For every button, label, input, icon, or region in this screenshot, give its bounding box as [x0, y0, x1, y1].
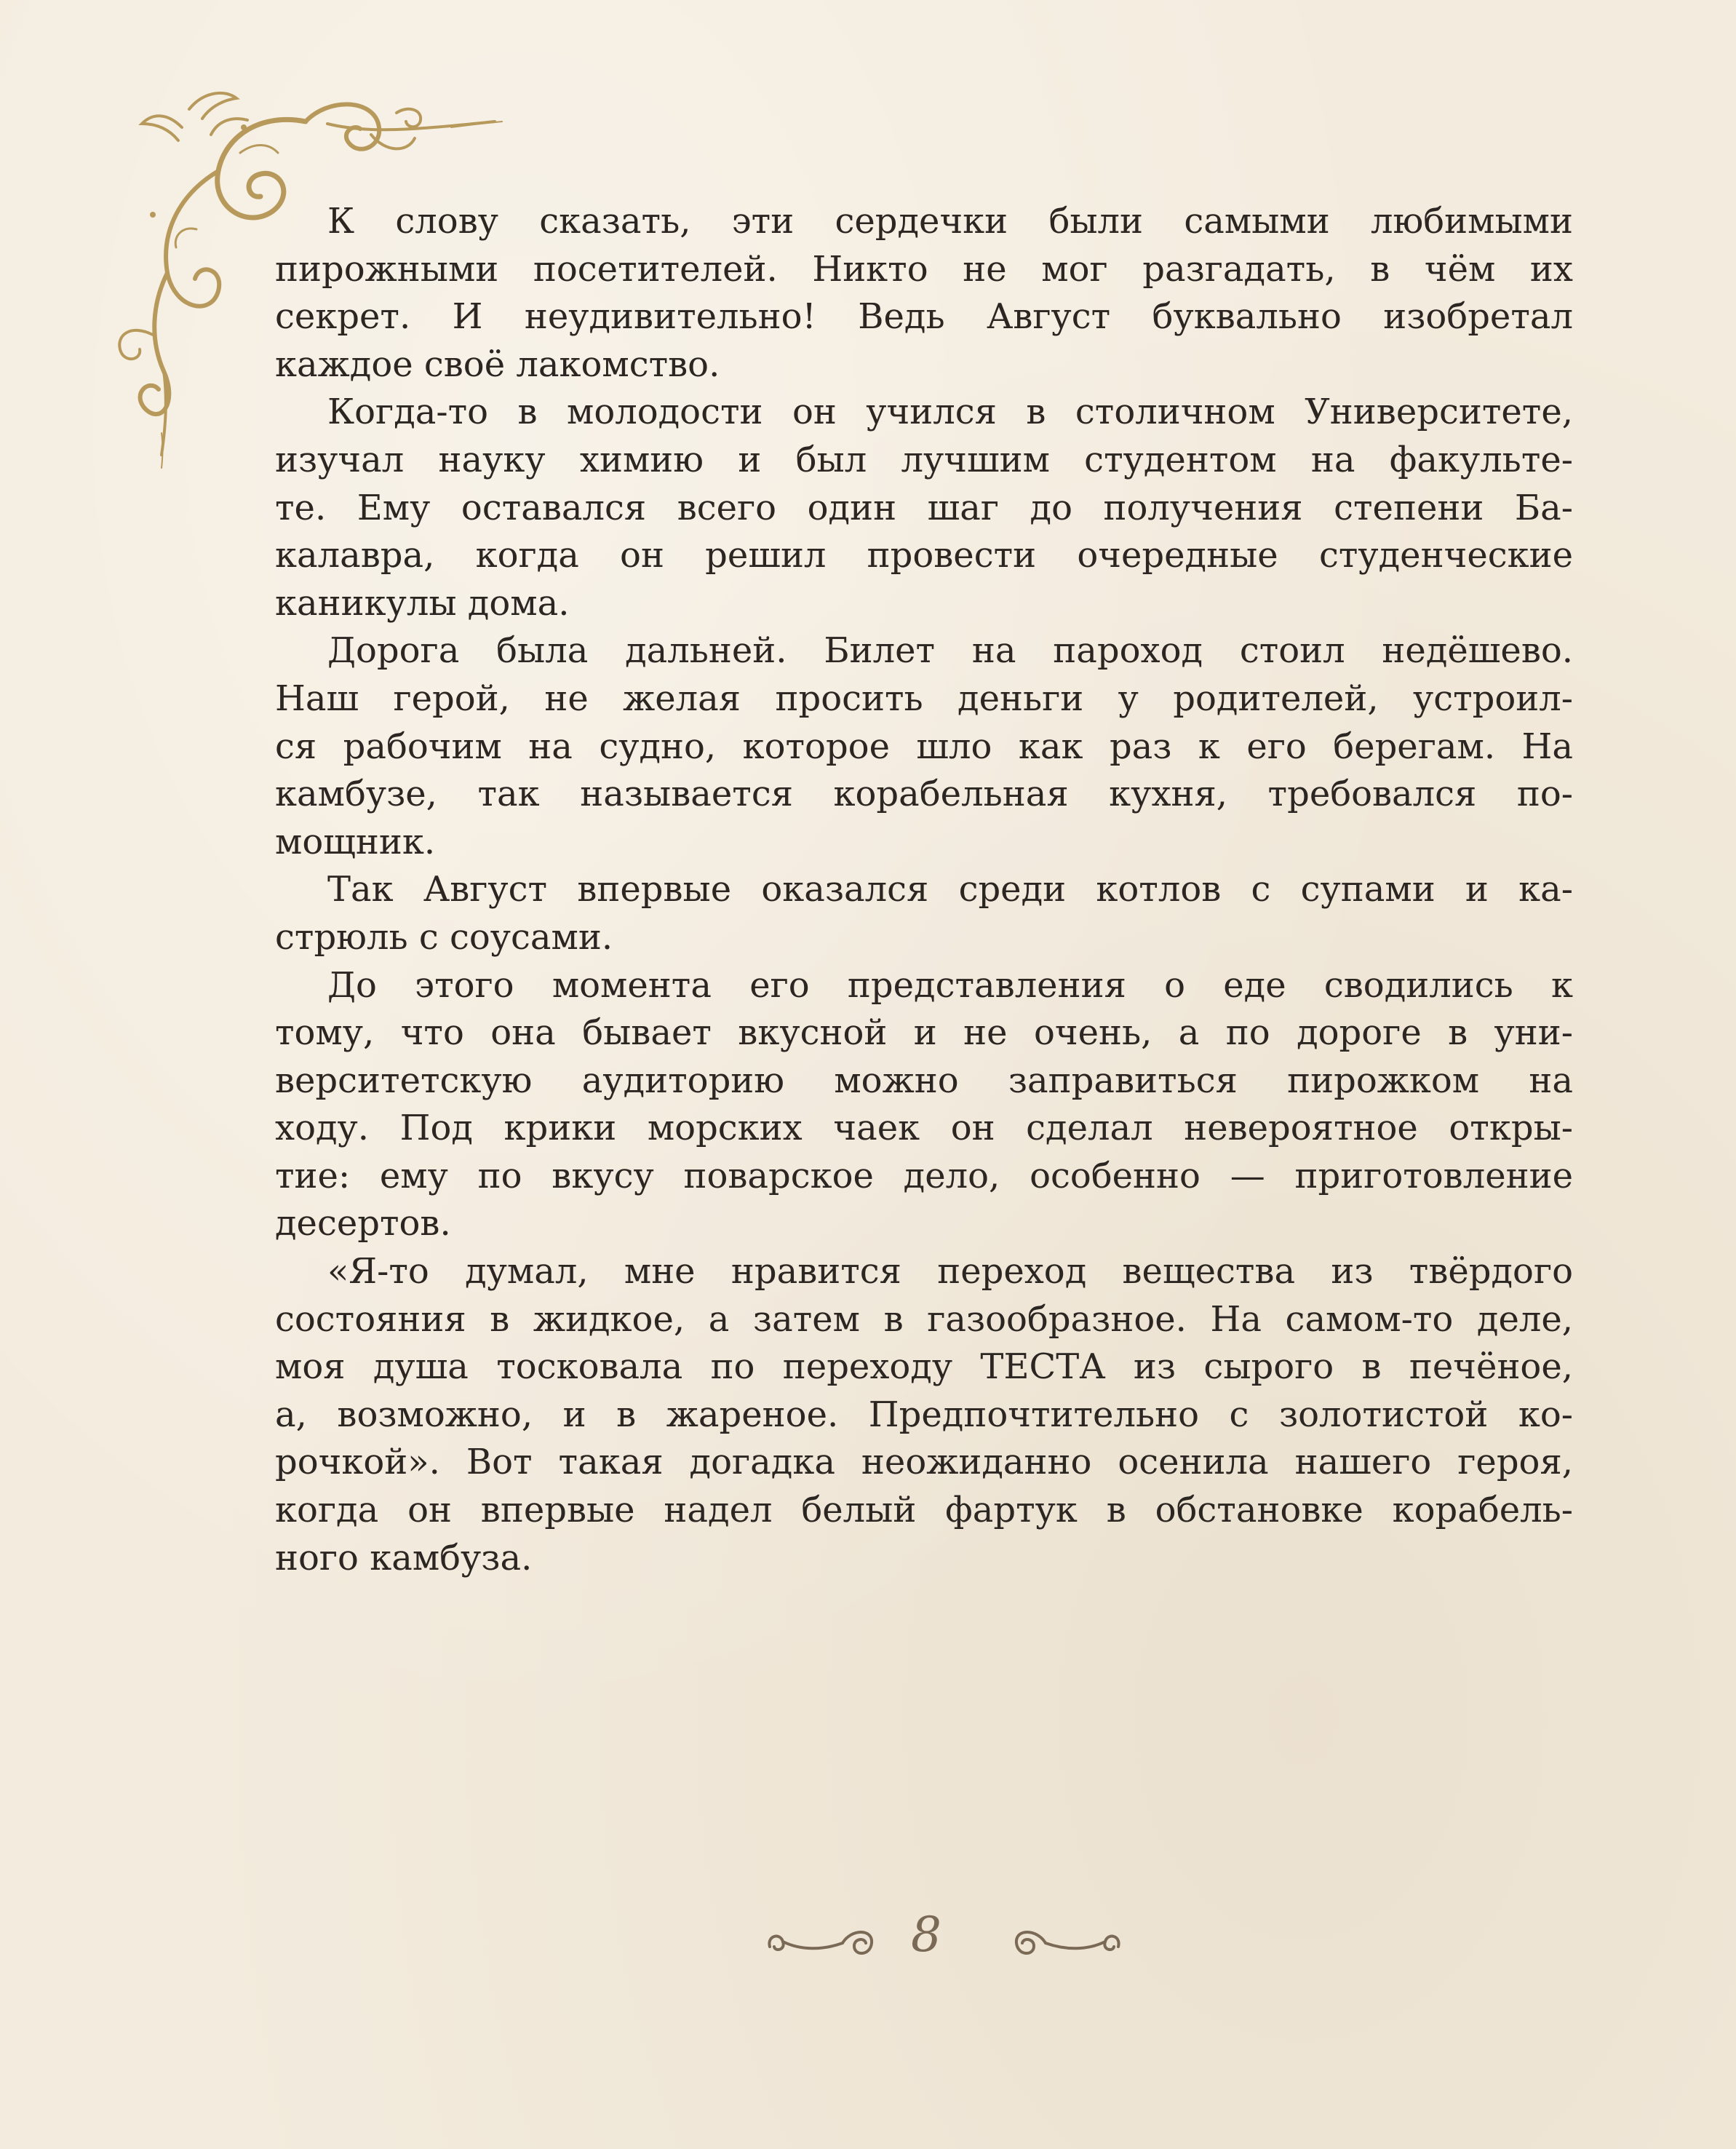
text-line: ся рабочим на судно, которое шло как раз к его берегам. На: [275, 726, 1573, 767]
text-line: когда он впервые надел белый фартук в обстановке корабель-: [275, 1490, 1573, 1531]
scroll-flourish-icon: [764, 1907, 880, 1979]
text-line: верситетскую аудиторию можно заправиться пирожком на: [275, 1060, 1573, 1101]
body-text: [275, 198, 1573, 1582]
text-line: рочкой». Вот такая догадка неожиданно осенила нашего героя,: [275, 1442, 1573, 1483]
scroll-flourish-icon: [1008, 1907, 1124, 1979]
paragraph: [275, 198, 1573, 389]
text-line: ходу. Под крики морских чаек он сделал невероятное откры-: [275, 1108, 1573, 1149]
text-line: Когда-то в молодости он учился в столичном Университете,: [327, 392, 1573, 433]
text-line: те. Ему оставался всего один шаг до получения степени Ба-: [275, 487, 1573, 528]
text-line: каждое своё лакомство.: [275, 343, 720, 385]
page-footer: [0, 1907, 1736, 1987]
text-line: изучал науку химию и был лучшим студентом на факульте-: [275, 439, 1573, 480]
paragraph: [275, 962, 1573, 1249]
text-line: а, возможно, и в жареное. Предпочтительно с золотистой ко-: [275, 1394, 1573, 1435]
text-line: тие: ему по вкусу поварское дело, особенно — приготовление: [275, 1155, 1573, 1196]
text-line: мощник.: [275, 821, 436, 862]
page-number: 8: [911, 1907, 941, 1963]
text-line: состояния в жидкое, а затем в газообразное. На самом-то деле,: [275, 1298, 1573, 1340]
text-line: Дорога была дальней. Билет на пароход стоил недёшево.: [327, 630, 1573, 672]
text-line: стрюль с соусами.: [275, 916, 613, 958]
paragraph: [275, 866, 1573, 961]
text-line: камбузе, так называется корабельная кухня, требовался по-: [275, 774, 1573, 815]
text-line: каникулы дома.: [275, 582, 570, 624]
text-line: тому, что она бывает вкусной и не очень, а по дороге в уни-: [275, 1012, 1573, 1054]
paragraph: [275, 389, 1573, 627]
paragraph: [275, 1248, 1573, 1582]
text-line: калавра, когда он решил провести очередные студенческие: [275, 535, 1573, 576]
paragraph: [275, 627, 1573, 866]
text-line: моя душа тосковала по переходу ТЕСТА из сырого в печёное,: [275, 1346, 1573, 1388]
text-line: десертов.: [275, 1203, 451, 1244]
text-line: До этого момента его представления о еде сводились к: [327, 964, 1573, 1006]
text-line: К слову сказать, эти сердечки были самыми любимыми: [327, 201, 1573, 242]
text-line: секрет. И неудивительно! Ведь Август буквально изобретал: [275, 296, 1573, 338]
text-line: пирожными посетителей. Никто не мог разгадать, в чём их: [275, 248, 1573, 290]
text-line: «Я-то думал, мне нравится переход вещества из твёрдого: [327, 1251, 1573, 1292]
text-line: Так Август впервые оказался среди котлов с супами и ка-: [327, 869, 1573, 910]
text-line: Наш герой, не желая просить деньги у родителей, устроил-: [275, 678, 1573, 719]
text-line: ного камбуза.: [275, 1537, 533, 1578]
